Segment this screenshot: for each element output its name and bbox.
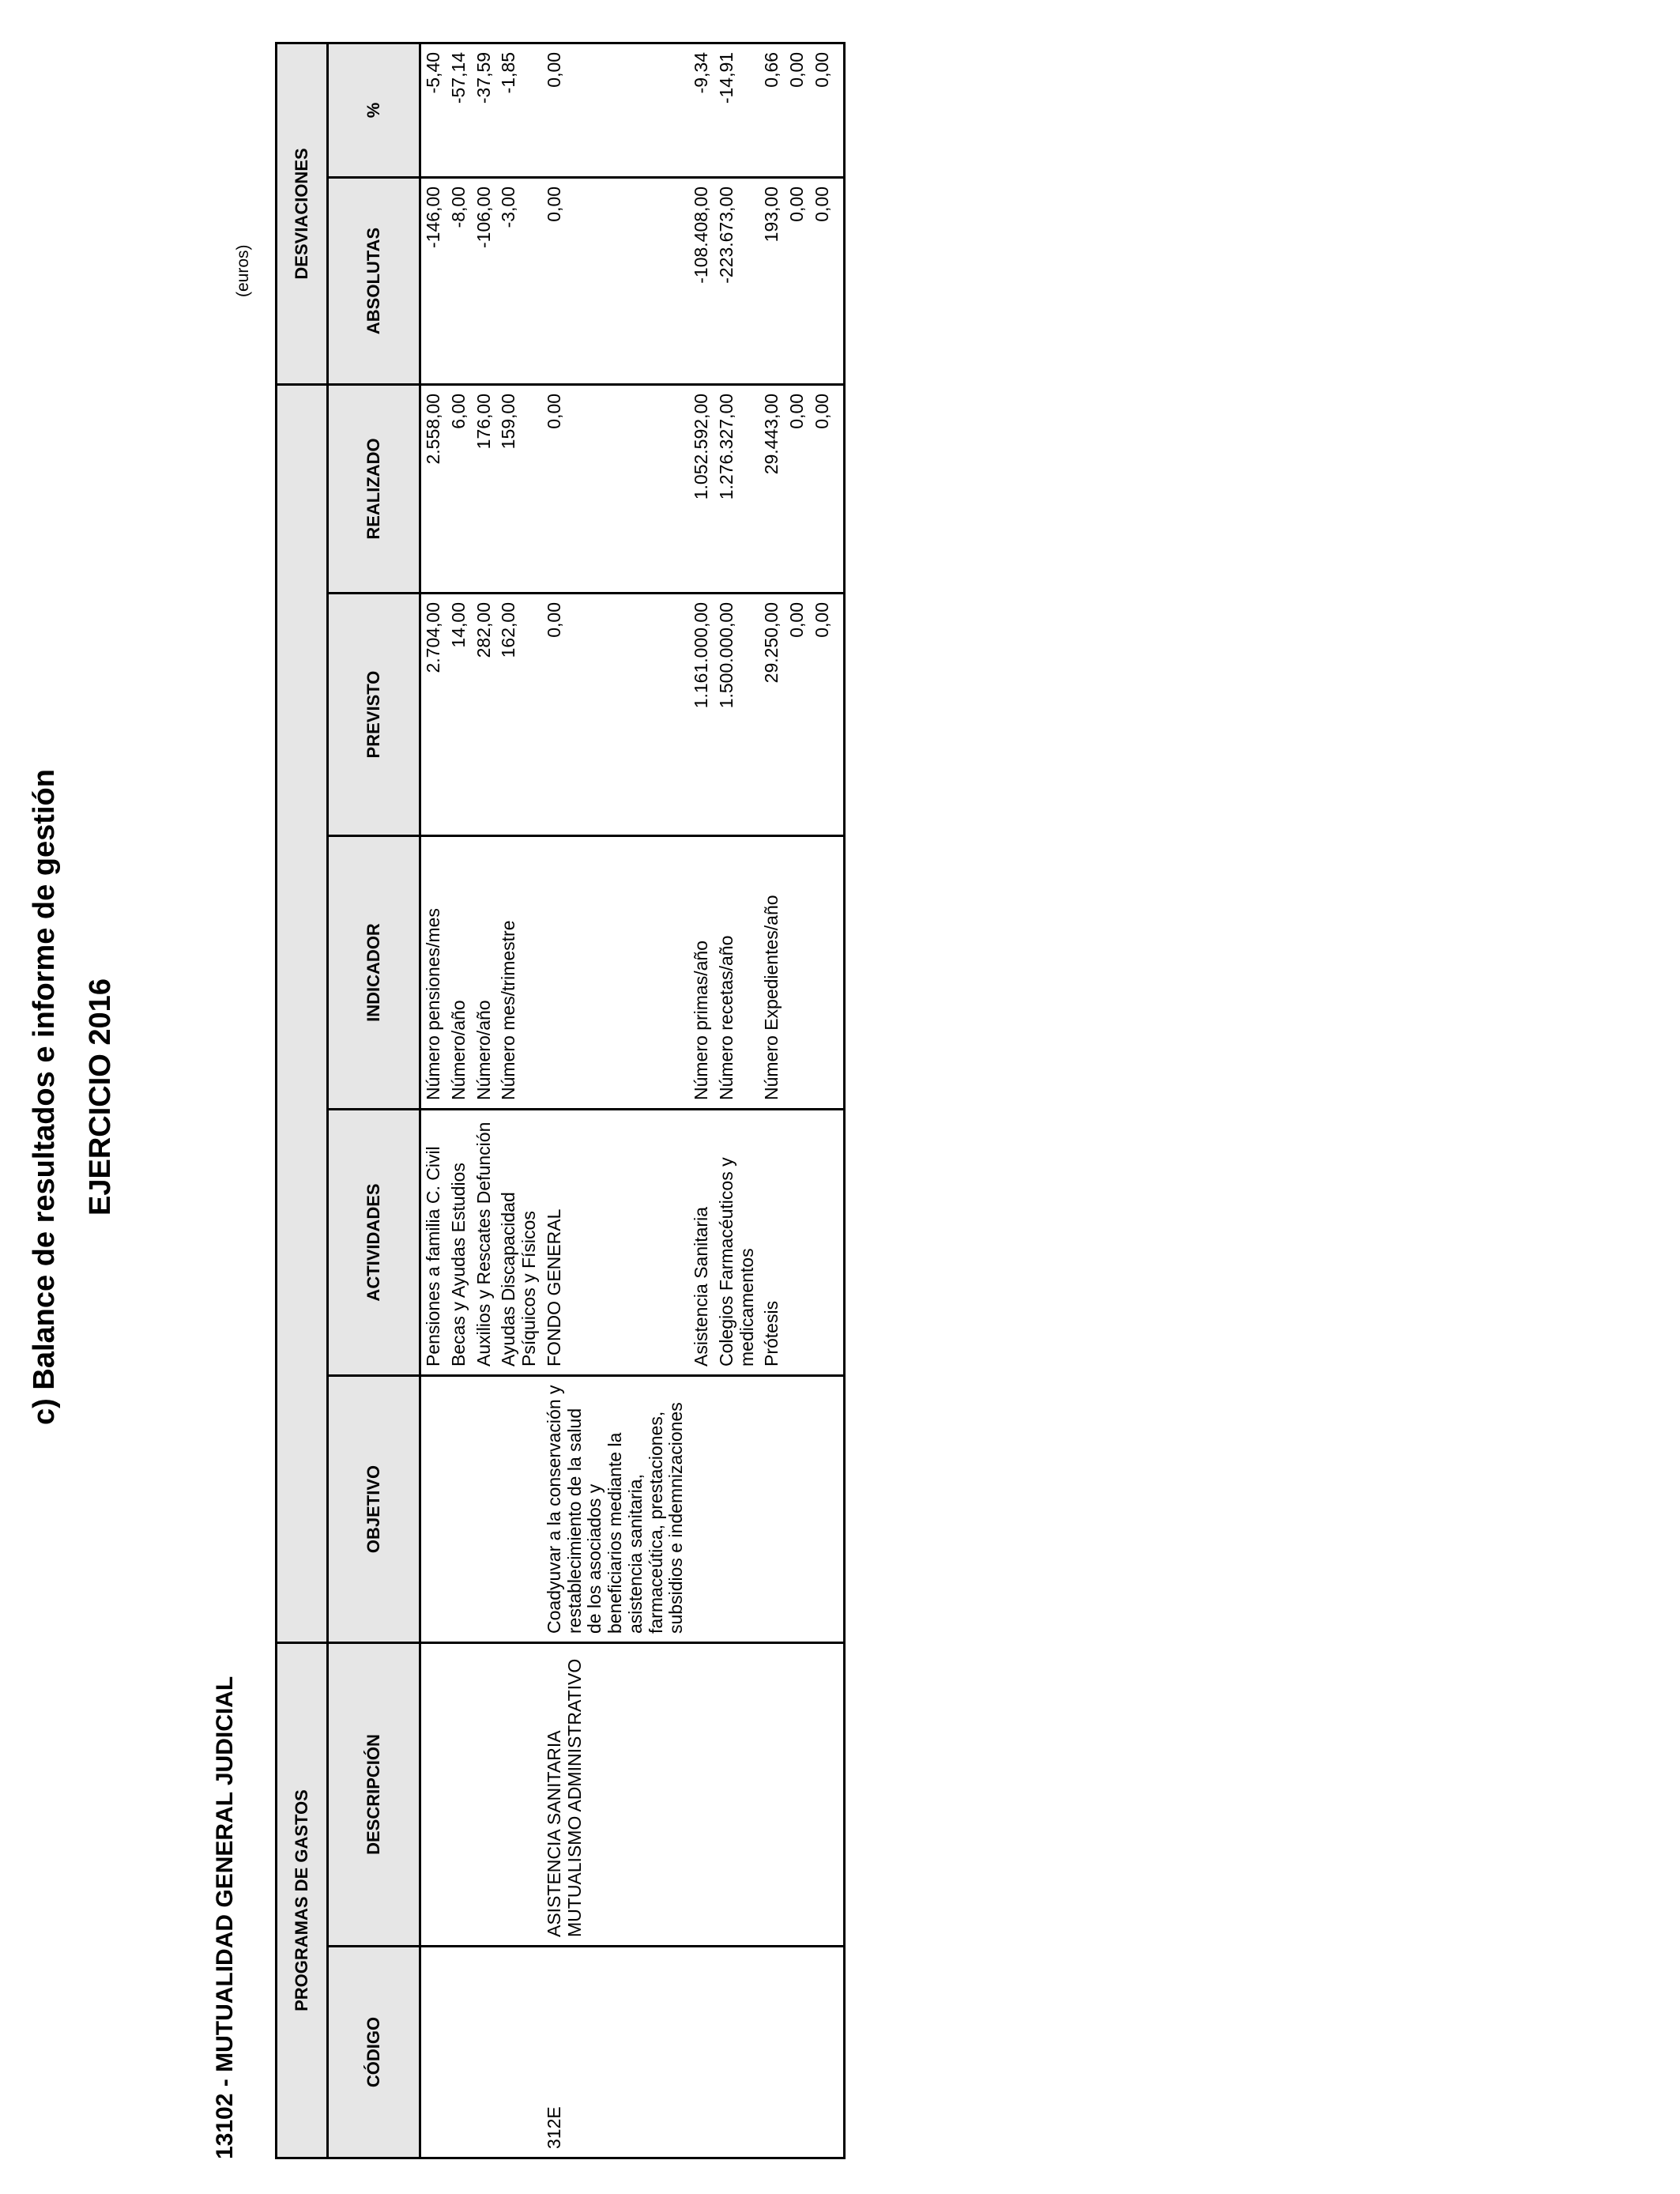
header-realizado: REALIZADO [328,384,420,593]
header-objetivo: OBJETIVO [328,1376,420,1643]
cell-absolutas: 0,00 [542,177,689,384]
table-row [689,43,714,2158]
header-desviaciones: DESVIACIONES [277,43,328,384]
table-bottom-row [835,43,845,2158]
cell-previsto: 0,00 [785,594,810,836]
cell-realizado: 159,00 [496,384,542,593]
cell-indicador: Número primas/año [689,836,714,1110]
cell-absolutas: -106,00 [472,177,497,384]
header-codigo: CÓDIGO [328,1947,420,2158]
header-indicador: INDICADOR [328,836,420,1110]
table-row [810,43,835,2158]
cell-previsto: 162,00 [496,594,542,836]
header-absolutas: ABSOLUTAS [328,177,420,384]
cell-porcentaje: -14,91 [714,43,760,177]
entity-heading: 13102 - MUTUALIDAD GENERAL JUDICIAL [212,1676,238,2159]
header-porcentaje: % [328,43,420,177]
cell-absolutas: -8,00 [446,177,472,384]
cell-actividad: FONDO GENERAL [542,1110,689,1376]
cell-realizado: 0,00 [542,384,689,593]
cell-actividad: Colegios Farmacéuticos y medicamentos [714,1110,760,1376]
cell-realizado: 29.443,00 [759,384,785,593]
header-spacer [277,384,328,1642]
cell-realizado: 176,00 [472,384,497,593]
cell-porcentaje: -57,14 [446,43,472,177]
header-previsto: PREVISTO [328,594,420,836]
cell-porcentaje: -9,34 [689,43,714,177]
cell-previsto: 0,00 [810,594,835,836]
cell-indicador: Número mes/trimestre [496,836,542,1110]
cell-absolutas: -108.408,00 [689,177,714,384]
table-row [759,43,785,2158]
table-row [714,43,760,2158]
cell-previsto: 2.704,00 [420,594,446,836]
table-row [420,43,446,2158]
cell-objetivo: Coadyuvar a la conservación y restablecimiento de la salud de los asociados y beneficiarios mediante la asistencia sanitaria, farmaceútica, prestaciones, subsidios e indemnizaciones [542,1376,689,1643]
cell-previsto: 282,00 [472,594,497,836]
cell-absolutas: 193,00 [759,177,785,384]
cell-indicador [542,836,689,1110]
cell-porcentaje: -37,59 [472,43,497,177]
cell-actividad: Ayudas Discapacidad Psíquicos y Físicos [496,1110,542,1376]
results-table [275,42,846,2159]
header-programas-de-gastos: PROGRAMAS DE GASTOS [277,1643,328,2158]
header-descripcion: DESCRIPCIÓN [328,1643,420,1947]
cell-indicador: Número/año [446,836,472,1110]
cell-indicador: Número pensiones/mes [420,836,446,1110]
cell-absolutas: -146,00 [420,177,446,384]
header-actividades: ACTIVIDADES [328,1110,420,1376]
units-label: (euros) [234,244,252,297]
cell-descripcion: ASISTENCIA SANITARIA MUTUALISMO ADMINISTRATIVO [542,1643,689,1947]
cell-porcentaje: -5,40 [420,43,446,177]
cell-realizado: 6,00 [446,384,472,593]
cell-previsto: 29.250,00 [759,594,785,836]
cell-realizado: 1.276.327,00 [714,384,760,593]
table-row [446,43,472,2158]
cell-actividad: Asistencia Sanitaria [689,1110,714,1376]
table-row [496,43,542,2158]
cell-realizado: 1.052.592,00 [689,384,714,593]
cell-realizado: 2.558,00 [420,384,446,593]
cell-previsto: 0,00 [542,594,689,836]
cell-actividad: Pensiones a familia C. Civil [420,1110,446,1376]
cell-porcentaje: 0,00 [810,43,835,177]
cell-previsto: 14,00 [446,594,472,836]
cell-indicador: Número Expedientes/año [759,836,785,1110]
cell-previsto: 1.161.000,00 [689,594,714,836]
cell-indicador: Número recetas/año [714,836,760,1110]
report-title: c) Balance de resultados e informe de gestión [28,769,61,1425]
cell-codigo: 312E [542,1947,689,2158]
cell-absolutas: -223.673,00 [714,177,760,384]
cell-previsto: 1.500.000,00 [714,594,760,836]
cell-porcentaje: 0,00 [542,43,689,177]
cell-absolutas: 0,00 [810,177,835,384]
cell-actividad: Prótesis [759,1110,785,1376]
table-row [472,43,497,2158]
cell-absolutas: -3,00 [496,177,542,384]
cell-porcentaje: 0,00 [785,43,810,177]
cell-realizado: 0,00 [810,384,835,593]
cell-absolutas: 0,00 [785,177,810,384]
cell-porcentaje: -1,85 [496,43,542,177]
cell-actividad: Auxilios y Rescates Defunción [472,1110,497,1376]
report-subtitle: EJERCICIO 2016 [84,978,117,1216]
table-row [542,43,689,2158]
cell-indicador: Número/año [472,836,497,1110]
cell-porcentaje: 0,66 [759,43,785,177]
cell-actividad: Becas y Ayudas Estudios [446,1110,472,1376]
table-row [785,43,810,2158]
cell-realizado: 0,00 [785,384,810,593]
